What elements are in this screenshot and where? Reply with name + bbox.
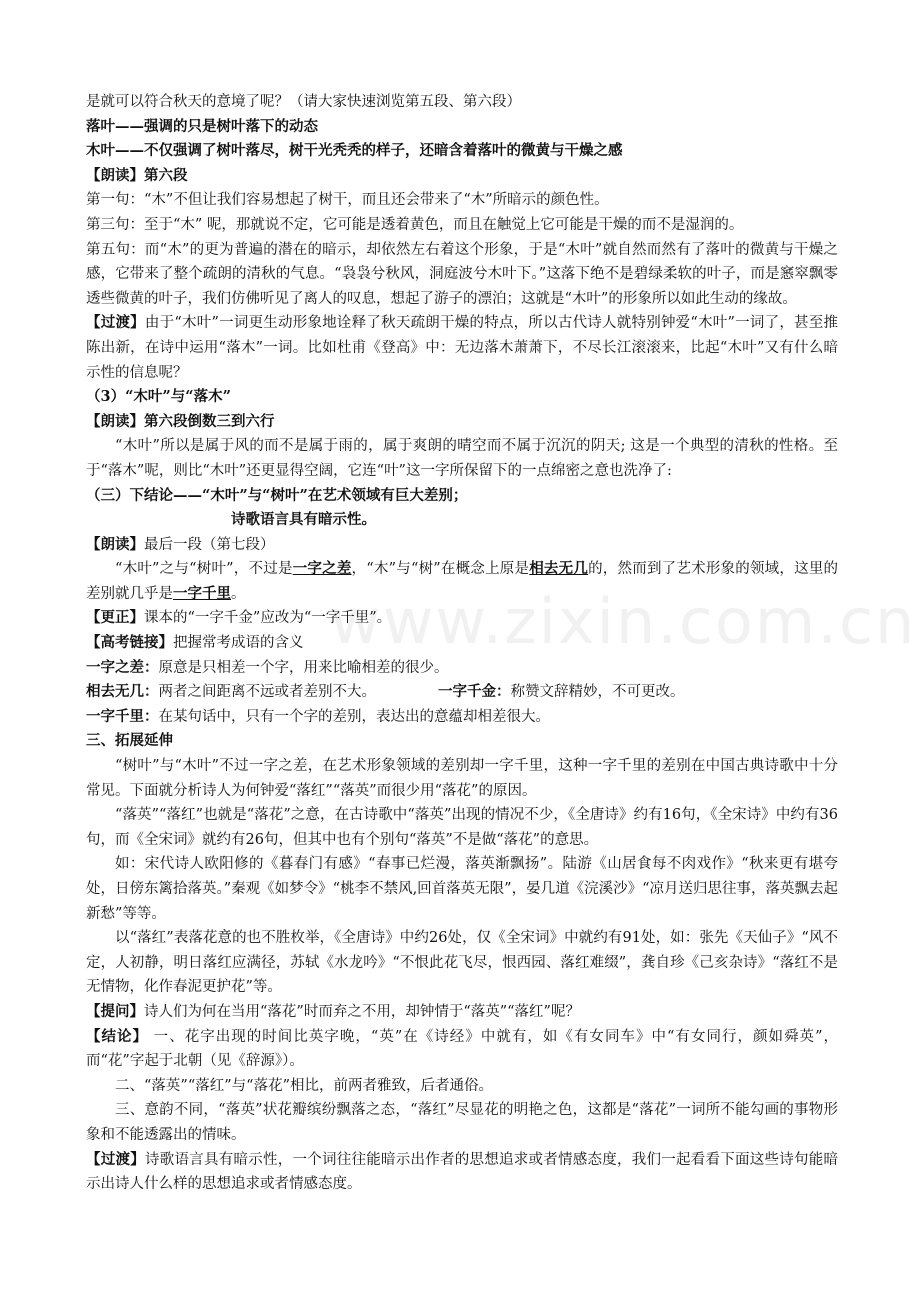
underlined-yiziqianli: 一字千里	[173, 584, 231, 602]
transition-text: 由于“木叶”一词更生动形象地诠释了秋天疏朗干燥的特点，所以古代诗人就特别钟爱“木叶”一词了，甚至推陈出新，在诗中运用“落木”一词。比如杜甫《登高》中：无边落木萧萧下，不尽长江滚滚来，比起“木叶”又有什么暗示性的信息呢？	[86, 315, 839, 381]
line-correction	[86, 606, 838, 631]
document-body	[86, 90, 838, 1197]
idiom-term: 相去无几：	[86, 683, 159, 701]
transition-text: 诗歌语言具有暗示性，一个词往往能暗示出作者的思想追求或者情感态度，我们一起看看下面这些诗句能暗示出诗人什么样的思想追求或者情感态度。	[86, 1151, 838, 1193]
paragraph-transition-1	[86, 311, 838, 385]
tag-reading: 【朗读】	[86, 535, 144, 553]
line-sentence-3: 第三句：至于“木” 呢，那就说不定，它可能是透着黄色，而且在触觉上它可能是干燥的而不是湿润的。	[86, 216, 744, 233]
line-sentence-1: 第一句：“木”不但让我们容易想起了树干，而且还会带来了“木”所暗示的颜色性。	[86, 192, 609, 209]
text-seg: ，“木”与“树”在概念上原是	[351, 561, 530, 578]
exam-link-text: 把握常考成语的含义	[173, 635, 304, 652]
idiom-meaning: 原意是只相差一个字，用来比喻相差的很少。	[158, 659, 449, 676]
paragraph-quote-muye: “木叶”所以是属于风的而不是属于雨的，属于爽朗的晴空而不属于沉沉的阴天; 这是一个典型的清秋的性格。至于“落木”呢，则比“木叶”还更显得空阔，它连“叶”这一字所保留下的一点绵密之意也洗净了:	[86, 438, 838, 479]
line-muye: 木叶——不仅强调了树叶落尽，树干光秃秃的样子，还暗含着落叶的微黄与干燥之感	[86, 142, 623, 160]
tag-transition: 【过渡】	[86, 1150, 145, 1168]
tag-transition: 【过渡】	[86, 314, 145, 332]
paragraph-transition-2	[86, 1148, 838, 1197]
idiom-meaning: 两者之间距离不远或者差别不大。	[158, 684, 376, 701]
paragraph-extension-4: 以“落红”表落花意的也不胜枚举，《全唐诗》中约26处，仅《全宋词》中就约有91处，如：张先《天仙子》“风不定，人初静，明日落红应满径，苏轼《水龙吟》“不恨此花飞尽，恨西园、落红难缀”，龚自珍《己亥杂诗》“落红不是无情物，化作春泥更护花”等。	[86, 930, 838, 996]
paragraph-extension-1: “树叶”与“木叶”不过一字之差，在艺术形象领域的差别却一字千里，这种一字千里的差别在中国古典诗歌中十分常见。下面就分析诗人为何钟爱“落红”“落英”而很少用“落花”的原因。	[86, 758, 838, 799]
question-text: 诗人们为何在当用“落花”时而弃之不用，却钟情于“落英”“落红”呢？	[144, 1003, 580, 1020]
idiom-term: 一字千里：	[86, 707, 159, 725]
underlined-yizizhicha: 一字之差	[292, 560, 352, 578]
heading-reading-lines: 【朗读】第六段倒数三到六行	[86, 412, 275, 430]
idiom-term: 一字之差：	[86, 658, 159, 676]
heading-muye-luomu: （3）“木叶”与“落木”	[86, 388, 231, 406]
tag-exam-link: 【高考链接】	[86, 634, 173, 652]
line-conclusion-2b: 二、“落英”“落红”与“落花”相比，前两者雅致，后者通俗。	[115, 1077, 493, 1094]
line-luoye: 落叶——强调的只是树叶落下的动态	[86, 117, 318, 135]
line-conclusion-1	[86, 1025, 838, 1074]
watermark: www.zixin.com.cn	[330, 585, 917, 658]
heading-reading-last	[86, 533, 838, 558]
idiom-yiziqianli	[86, 705, 838, 730]
paragraph-extension-3: 如：宋代诗人欧阳修的《暮春门有感》“春事已烂漫，落英渐飘扬”。陆游《山居食每不肉戏作》“秋来更有堪夸处，日傍东篱拾落英。”秦观《如梦令》“桃李不禁风,回首落英无限”，晏几道《浣溪沙》“凉月送归思往事，落英飘去起新愁”等等。	[86, 856, 839, 922]
idiom-term: 一字千金：	[438, 683, 511, 701]
text-seg: 的，然而到了艺术形象的领域，这里的差别就几乎是	[86, 561, 839, 602]
correction-text: 课本的“一字千金”应改为“一字千里”。	[144, 610, 392, 627]
idiom-meaning: 在某句话中，只有一个字的差别，表达出的意蕴却相差很大。	[158, 708, 550, 725]
line-question	[86, 1000, 838, 1025]
line-exam-link	[86, 631, 838, 656]
reading-last-text: 最后一段（第七段）	[144, 536, 275, 553]
line-conclusion-3: 三、意韵不同，“落英”状花瓣缤纷飘落之态，“落红”尽显花的明艳之色，这都是“落花”一词所不能勾画的事物形象和不能透露出的情味。	[86, 1102, 838, 1143]
text-seg: 。	[231, 585, 246, 602]
idiom-meaning: 称赞文辞精妙，不可更改。	[510, 684, 685, 701]
text-seg: “木叶”之与“树叶”，不过是	[115, 561, 293, 578]
heading-reading-para6: 【朗读】第六段	[86, 166, 188, 184]
paragraph-extension-2: “落英”“落红”也就是“落花”之意，在古诗歌中“落英”出现的情况不少，《全唐诗》约有16句，《全宋诗》中约有36句，而《全宋词》就约有26句，但其中也有个别句“落英”不是做“落花”的意思。	[86, 807, 838, 848]
line-sentence-5: 第五句：而“木”的更为普遍的潜在的暗示，却依然左右着这个形象，于是“木叶”就自然而然有了落叶的微黄与干燥之感，它带来了整个疏朗的清秋的气息。“袅袅兮秋风，洞庭波兮木叶下。”这落下绝不是碧绿柔软的叶子，而是窸窣飘零透些微黄的叶子，我们仿佛听见了离人的叹息，想起了游子的漂泊；这就是“木叶”的形象所以如此生动的缘故。	[86, 241, 838, 307]
heading-conclusion: （三）下结论——“木叶”与“树叶”在艺术领域有巨大差别；	[86, 486, 468, 504]
paragraph-one-word	[86, 557, 838, 606]
idiom-yizizhicha	[86, 656, 838, 681]
heading-extension: 三、拓展延伸	[86, 732, 173, 750]
idiom-xiangquwuji	[86, 680, 838, 705]
tag-question: 【提问】	[86, 1002, 144, 1020]
line-intro: 是就可以符合秋天的意境了呢？（请大家快速浏览第五段、第六段）	[86, 94, 521, 110]
tag-correction: 【更正】	[86, 609, 144, 627]
underlined-xiangquwuji: 相去无几	[529, 560, 589, 578]
conclusion-text: 一、花字出现的时间比英字晚，“英”在《诗经》中就有，如《有女同车》中“有女同行，颜如舜英”，而“花”字起于北朝（见《辞源》）。	[86, 1028, 838, 1070]
tag-conclusion: 【结论】	[86, 1027, 149, 1045]
line-conclusion-2: 诗歌语言具有暗示性。	[231, 511, 376, 529]
